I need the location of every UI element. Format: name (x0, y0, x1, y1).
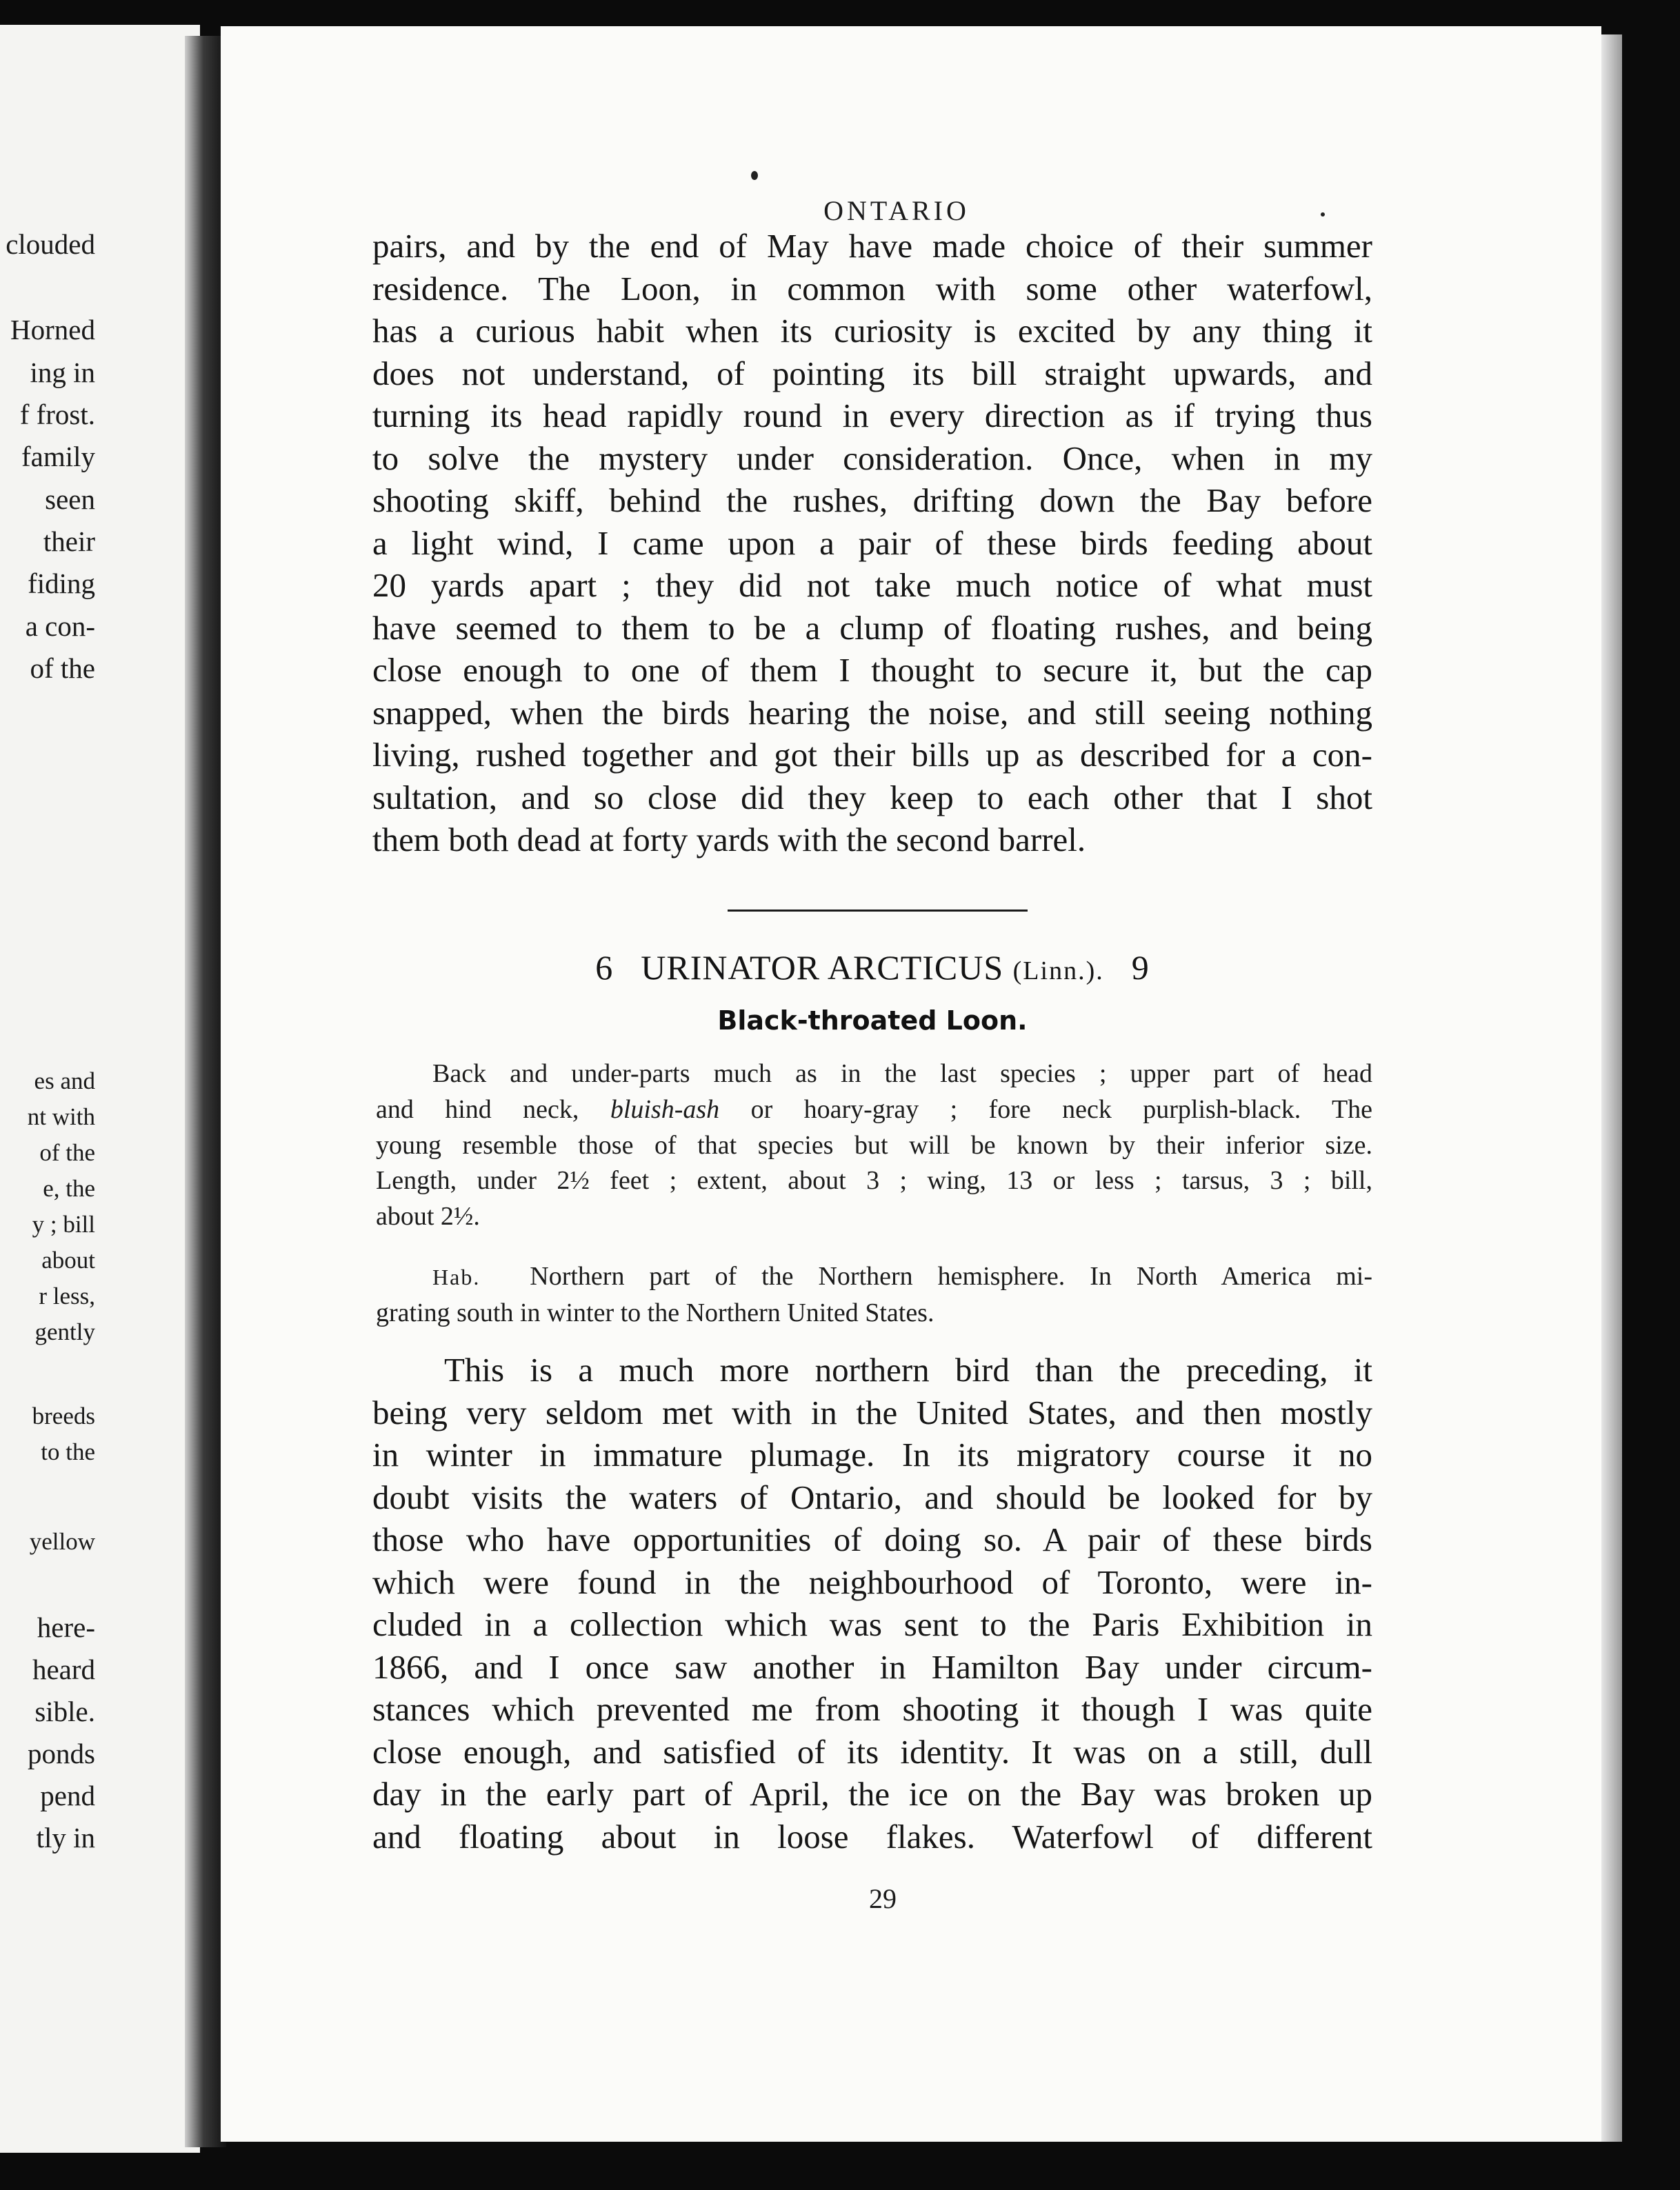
habitat-label: Hab. (432, 1265, 481, 1289)
section-divider (728, 910, 1028, 912)
left-fragment: breeds (32, 1403, 95, 1429)
text-line: Back and under-parts much as in the last species ; upper part of head (432, 1059, 1372, 1088)
text-line: pairs, and by the end of May have made choice of their summer (372, 227, 1372, 265)
left-fragment: ponds (28, 1738, 95, 1769)
text-line: stances which prevented me from shooting it though I was quite (372, 1690, 1372, 1728)
text-line: shooting skiff, behind the rushes, drifting down the Bay before (372, 481, 1372, 519)
print-speck (751, 171, 758, 180)
left-fragment: about (41, 1247, 95, 1274)
left-fragment: sible. (34, 1696, 95, 1727)
left-page (0, 25, 200, 2153)
species-number: 6 (595, 948, 614, 987)
text-line: day in the early part of April, the ice on the Bay was broken up (372, 1775, 1372, 1813)
text-line: 1866, and I once saw another in Hamilton Bay under circum- (372, 1647, 1372, 1686)
text-line: residence. The Loon, in common with some other waterfowl, (372, 269, 1372, 308)
left-fragment: fiding (28, 567, 95, 599)
main-paragraph (372, 1349, 1372, 1858)
text-line: and floating about in loose flakes. Waterfowl of different (372, 1817, 1372, 1856)
text-line: those who have opportunities of doing so. A pair of these birds (372, 1520, 1372, 1558)
text-line: being very seldom met with in the United States, and then mostly (372, 1393, 1372, 1431)
text-line: close enough to one of them I thought to secure it, but the cap (372, 651, 1372, 689)
left-fragment: e, the (43, 1175, 95, 1202)
page-edge (1601, 34, 1622, 2142)
species-authority: (Linn.). (1012, 956, 1104, 985)
text-line: grating south in winter to the Northern United States. (376, 1298, 934, 1327)
text-line: Length, under 2½ feet ; extent, about 3 ; wing, 13 or less ; tarsus, 3 ; bill, (376, 1166, 1372, 1196)
text-line: them both dead at forty yards with the second barrel. (372, 821, 1086, 858)
text-line: have seemed to them to be a clump of floating rushes, and being (372, 608, 1372, 647)
species-description (376, 1056, 1372, 1235)
left-fragment: here- (37, 1611, 95, 1643)
left-fragment: of the (30, 652, 95, 684)
text-line: turning its head rapidly round in every direction as if trying thus (372, 396, 1372, 434)
left-fragment: a con- (25, 610, 95, 642)
text-line: living, rushed together and got their bills up as described for a con- (372, 736, 1372, 774)
left-fragment: Horned (10, 314, 95, 345)
left-fragment: pend (40, 1780, 95, 1811)
left-fragment: yellow (29, 1528, 95, 1555)
left-fragment: seen (45, 483, 95, 515)
text-line: doubt visits the waters of Ontario, and should be looked for by (372, 1478, 1372, 1516)
text-line: has a curious habit when its curiosity is excited by any thing it (372, 312, 1372, 350)
left-fragment: nt with (27, 1103, 95, 1130)
page-number: 29 (869, 1883, 897, 1914)
text-line: close enough, and satisfied of its identity. It was on a still, dull (372, 1732, 1372, 1771)
left-fragment: family (21, 441, 95, 472)
left-fragment: r less, (39, 1283, 95, 1309)
italic-term: bluish-ash (610, 1094, 720, 1124)
left-fragment: es and (34, 1067, 95, 1094)
gutter-shadow (185, 36, 226, 2147)
species-scientific-name: URINATOR ARCTICUS (641, 948, 1004, 987)
text-line: about 2½. (376, 1202, 480, 1232)
left-fragment: tly in (36, 1822, 95, 1854)
left-fragment: ing in (30, 356, 95, 388)
text-line: Hab. Northern part of the Northern hemisphere. In North America mi- (432, 1262, 1372, 1291)
text-line: young resemble those of that species but will be known by their inferior size. (376, 1130, 1372, 1160)
text-line: cluded in a collection which was sent to the Paris Exhibition in (372, 1605, 1372, 1643)
left-fragment: of the (39, 1139, 95, 1166)
left-fragment: to the (41, 1438, 95, 1465)
text-line: snapped, when the birds hearing the noise, and still seeing nothing (372, 693, 1372, 732)
habitat-note (376, 1259, 1372, 1332)
running-head: ONTARIO (823, 195, 970, 226)
left-fragment: gently (34, 1318, 95, 1345)
text-line: This is a much more northern bird than the preceding, it (444, 1351, 1372, 1389)
left-fragment: their (43, 525, 95, 557)
species-heading (372, 947, 1372, 987)
text-line: a light wind, I came upon a pair of these birds feeding about (372, 523, 1372, 562)
left-fragment: heard (32, 1654, 95, 1685)
text-line: sultation, and so close did they keep to each other that I shot (372, 778, 1372, 816)
text-line: to solve the mystery under consideration. Once, when in my (372, 439, 1372, 477)
continued-paragraph (372, 225, 1372, 861)
left-fragment: clouded (6, 228, 95, 260)
left-fragment: y ; bill (32, 1211, 95, 1238)
left-fragment: f frost. (19, 399, 95, 430)
text-line: and hind neck, bluish-ash or hoary-gray ; fore neck purplish-black. The (376, 1094, 1373, 1124)
text-line: which were found in the neighbourhood of Toronto, were in- (372, 1563, 1372, 1601)
text-line: in winter in immature plumage. In its migratory course it no (372, 1436, 1372, 1474)
text-line: 20 yards apart ; they did not take much notice of what must (372, 566, 1372, 604)
text-line: does not understand, of pointing its bill straight upwards, and (372, 354, 1372, 392)
species-common-name: Black-throated Loon. (717, 1005, 1028, 1036)
print-speck (1321, 212, 1325, 217)
species-count: 9 (1131, 948, 1150, 987)
